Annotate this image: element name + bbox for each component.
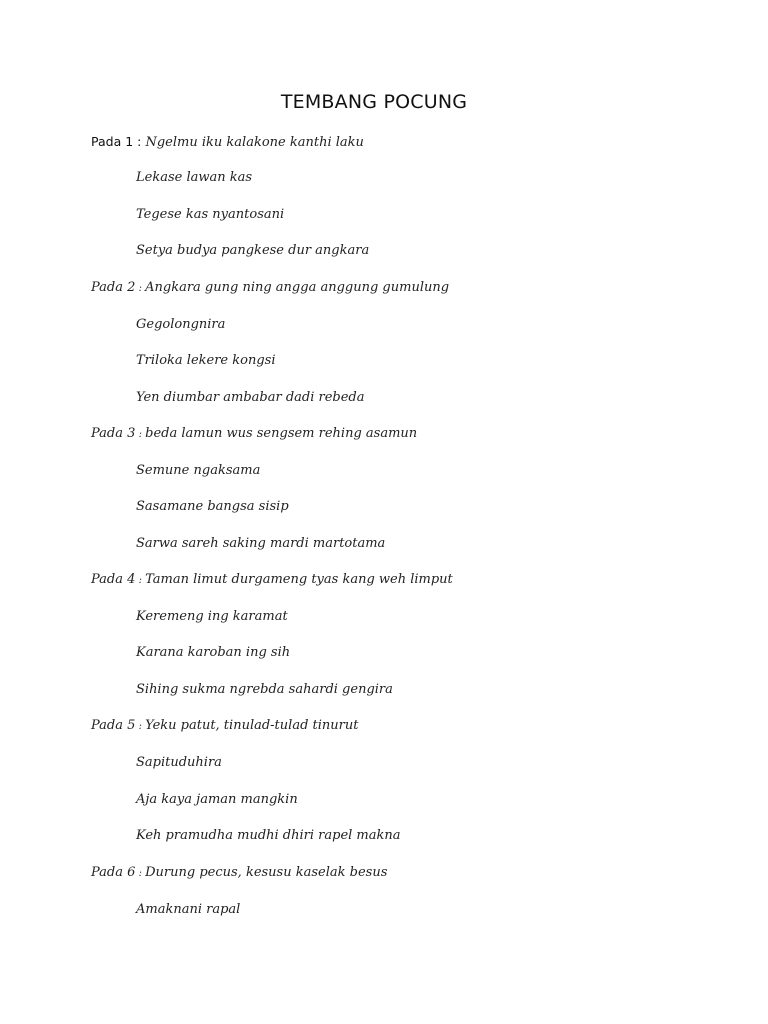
verse-line: Yen diumbar ambabar dadi rebeda: [136, 390, 365, 405]
verse-separator: :: [135, 868, 146, 879]
verse-label: Pada 5: [91, 718, 136, 733]
verse-line: Semune ngaksama: [136, 463, 261, 478]
verse-text: Taman limut durgameng tyas kang weh limput: [145, 572, 453, 587]
verse-1-first-line: [91, 134, 364, 150]
verse-4-first-line: [91, 572, 453, 587]
verse-line: Amaknani rapal: [136, 902, 241, 917]
verse-text: Ngelmu iku kalakone kanthi laku: [145, 135, 364, 150]
verse-line: Sasamane bangsa sisip: [136, 499, 289, 514]
verse-separator: :: [135, 429, 146, 440]
verse-line: Sihing sukma ngrebda sahardi gengira: [136, 682, 393, 697]
verse-text: beda lamun wus sengsem rehing asamun: [145, 426, 418, 441]
verse-label: Pada 6: [91, 865, 136, 880]
verse-text: Angkara gung ning angga anggung gumulung: [145, 280, 450, 295]
verse-5-first-line: [91, 718, 358, 733]
verse-separator: :: [135, 721, 146, 732]
verse-line: Sarwa sareh saking mardi martotama: [136, 536, 386, 551]
verse-label: Pada 4: [91, 572, 136, 587]
verse-separator: :: [135, 283, 146, 294]
verse-2-first-line: [91, 280, 449, 295]
verse-text: Durung pecus, kesusu kaselak besus: [145, 865, 388, 880]
verse-label: Pada 3: [91, 426, 136, 441]
verse-text: Yeku patut, tinulad-tulad tinurut: [145, 718, 359, 733]
verse-6-first-line: [91, 865, 387, 880]
verse-separator: :: [135, 575, 146, 586]
verse-line: Gegolongnira: [136, 317, 226, 332]
verse-line: Keh pramudha mudhi dhiri rapel makna: [136, 828, 401, 843]
verse-label: Pada 2: [91, 280, 136, 295]
verse-line: Tegese kas nyantosani: [136, 207, 285, 222]
verse-line: Sapituduhira: [136, 755, 222, 770]
verse-3-first-line: [91, 426, 417, 441]
verse-label: Pada 1 :: [91, 134, 142, 149]
verse-line: Lekase lawan kas: [136, 170, 253, 185]
verse-line: Aja kaya jaman mangkin: [136, 792, 298, 807]
verse-line: Triloka lekere kongsi: [136, 353, 276, 368]
page-title: TEMBANG POCUNG: [280, 91, 468, 113]
verse-line: Setya budya pangkese dur angkara: [136, 243, 370, 258]
verse-line: Keremeng ing karamat: [136, 609, 288, 624]
verse-line: Karana karoban ing sih: [136, 645, 291, 660]
